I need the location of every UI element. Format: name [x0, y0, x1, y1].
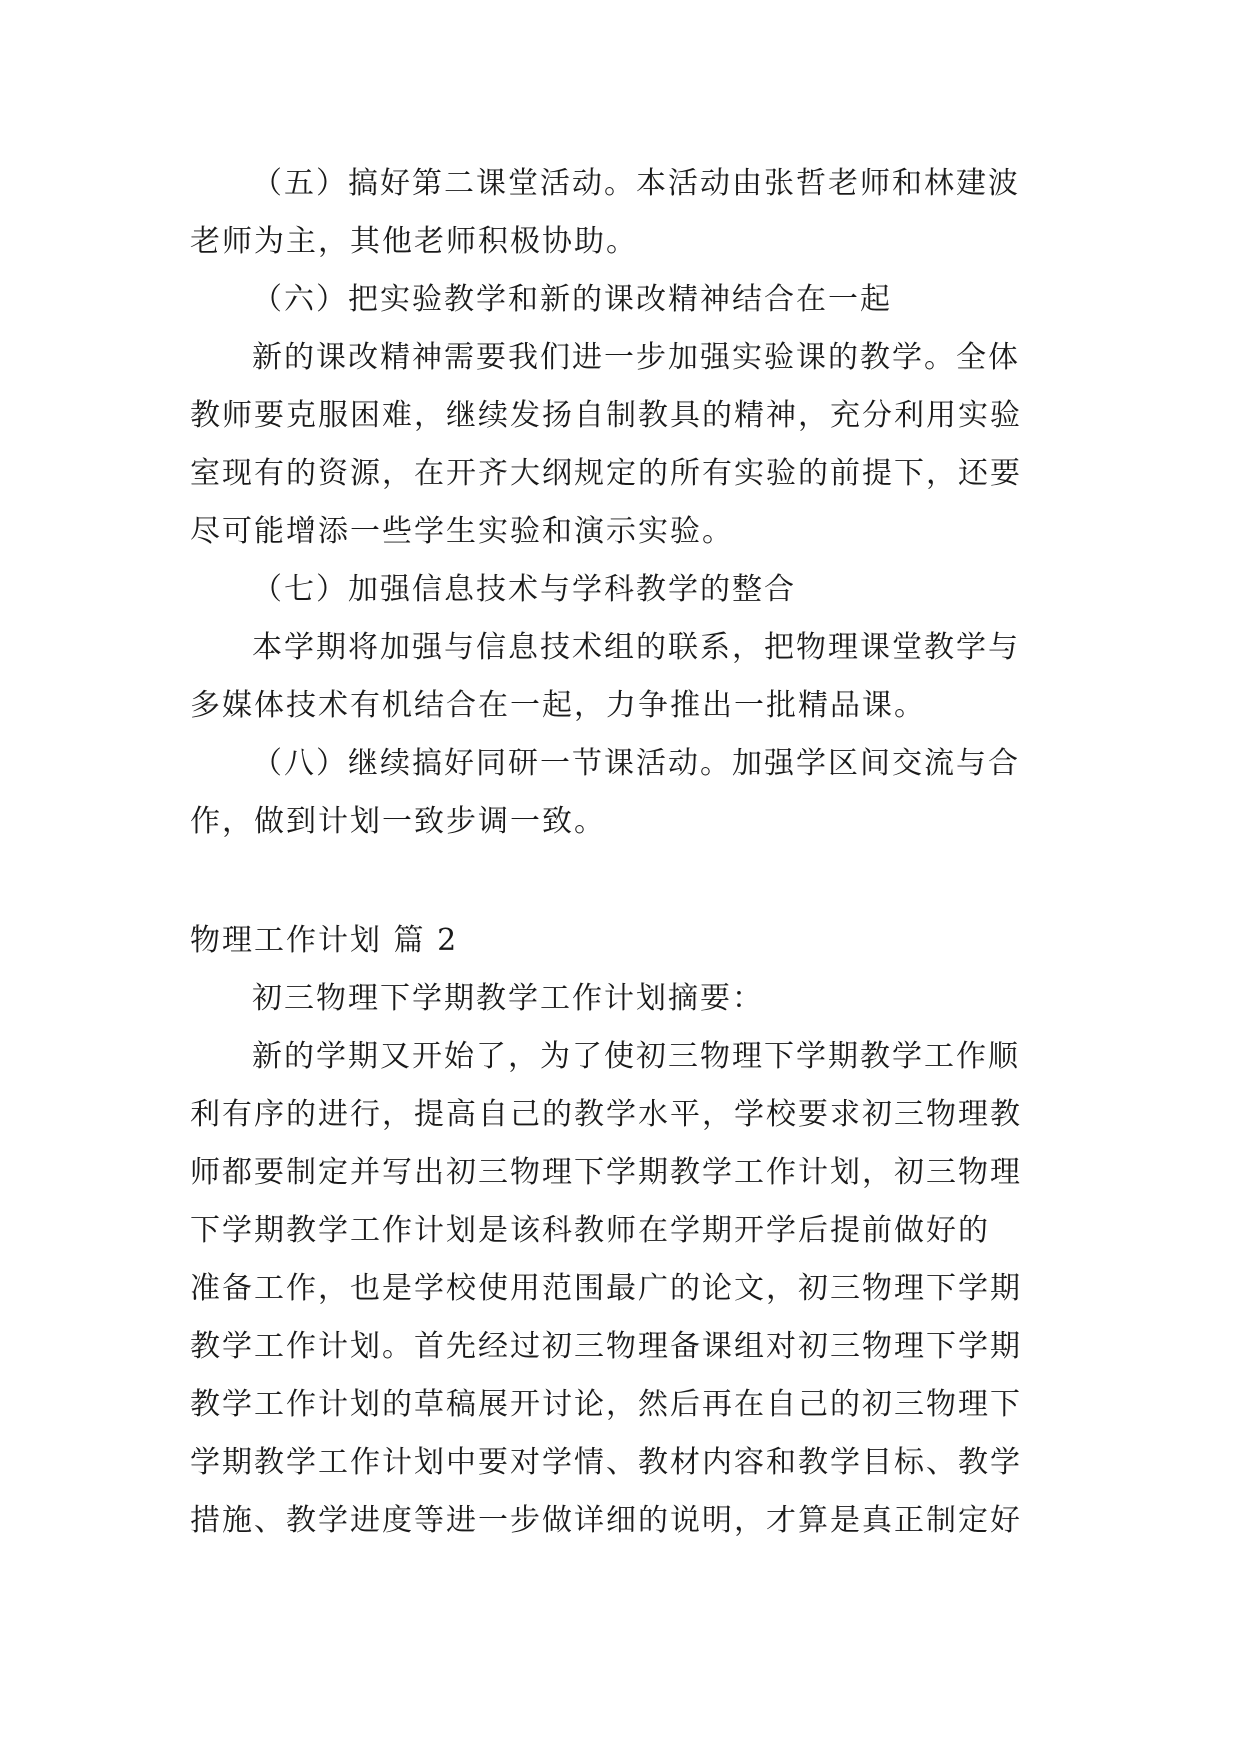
paragraph-line: 尽可能增添一些学生实验和演示实验。 [190, 514, 734, 549]
paragraph-line: 师都要制定并写出初三物理下学期教学工作计划，初三物理 [190, 1155, 1022, 1190]
paragraph-line: 学期教学工作计划中要对学情、教材内容和教学目标、教学 [190, 1445, 1022, 1480]
paragraph-line: 教学工作计划。首先经过初三物理备课组对初三物理下学期 [190, 1329, 1022, 1364]
subheading-line: （七）加强信息技术与学科教学的整合 [252, 572, 796, 607]
paragraph-line: 新的课改精神需要我们进一步加强实验课的教学。全体 [252, 340, 1020, 375]
paragraph-line: 老师为主，其他老师积极协助。 [190, 224, 638, 259]
section-heading: 物理工作计划 篇 2 [190, 923, 459, 958]
paragraph-line: 利有序的进行，提高自己的教学水平，学校要求初三物理教 [190, 1097, 1022, 1132]
paragraph-line: 下学期教学工作计划是该科教师在学期开学后提前做好的 [190, 1213, 990, 1248]
paragraph-line: 作，做到计划一致步调一致。 [190, 804, 606, 839]
paragraph-line: 教师要克服困难，继续发扬自制教具的精神，充分利用实验 [190, 398, 1022, 433]
paragraph-line: 本学期将加强与信息技术组的联系，把物理课堂教学与 [252, 630, 1020, 665]
paragraph-line: 教学工作计划的草稿展开讨论，然后再在自己的初三物理下 [190, 1387, 1022, 1422]
paragraph-line: （五）搞好第二课堂活动。本活动由张哲老师和林建波 [252, 166, 1020, 201]
paragraph-line: 初三物理下学期教学工作计划摘要： [252, 981, 764, 1016]
paragraph-line: 室现有的资源，在开齐大纲规定的所有实验的前提下，还要 [190, 456, 1022, 491]
paragraph-line: 准备工作，也是学校使用范围最广的论文，初三物理下学期 [190, 1271, 1022, 1306]
paragraph-line: （八）继续搞好同研一节课活动。加强学区间交流与合 [252, 746, 1020, 781]
section-two [190, 912, 1050, 1550]
section-one [190, 155, 1050, 851]
subheading-line: （六）把实验教学和新的课改精神结合在一起 [252, 282, 892, 317]
paragraph-line: 新的学期又开始了，为了使初三物理下学期教学工作顺 [252, 1039, 1020, 1074]
paragraph-line: 多媒体技术有机结合在一起，力争推出一批精品课。 [190, 688, 926, 723]
paragraph-line: 措施、教学进度等进一步做详细的说明，才算是真正制定好 [190, 1503, 1022, 1538]
